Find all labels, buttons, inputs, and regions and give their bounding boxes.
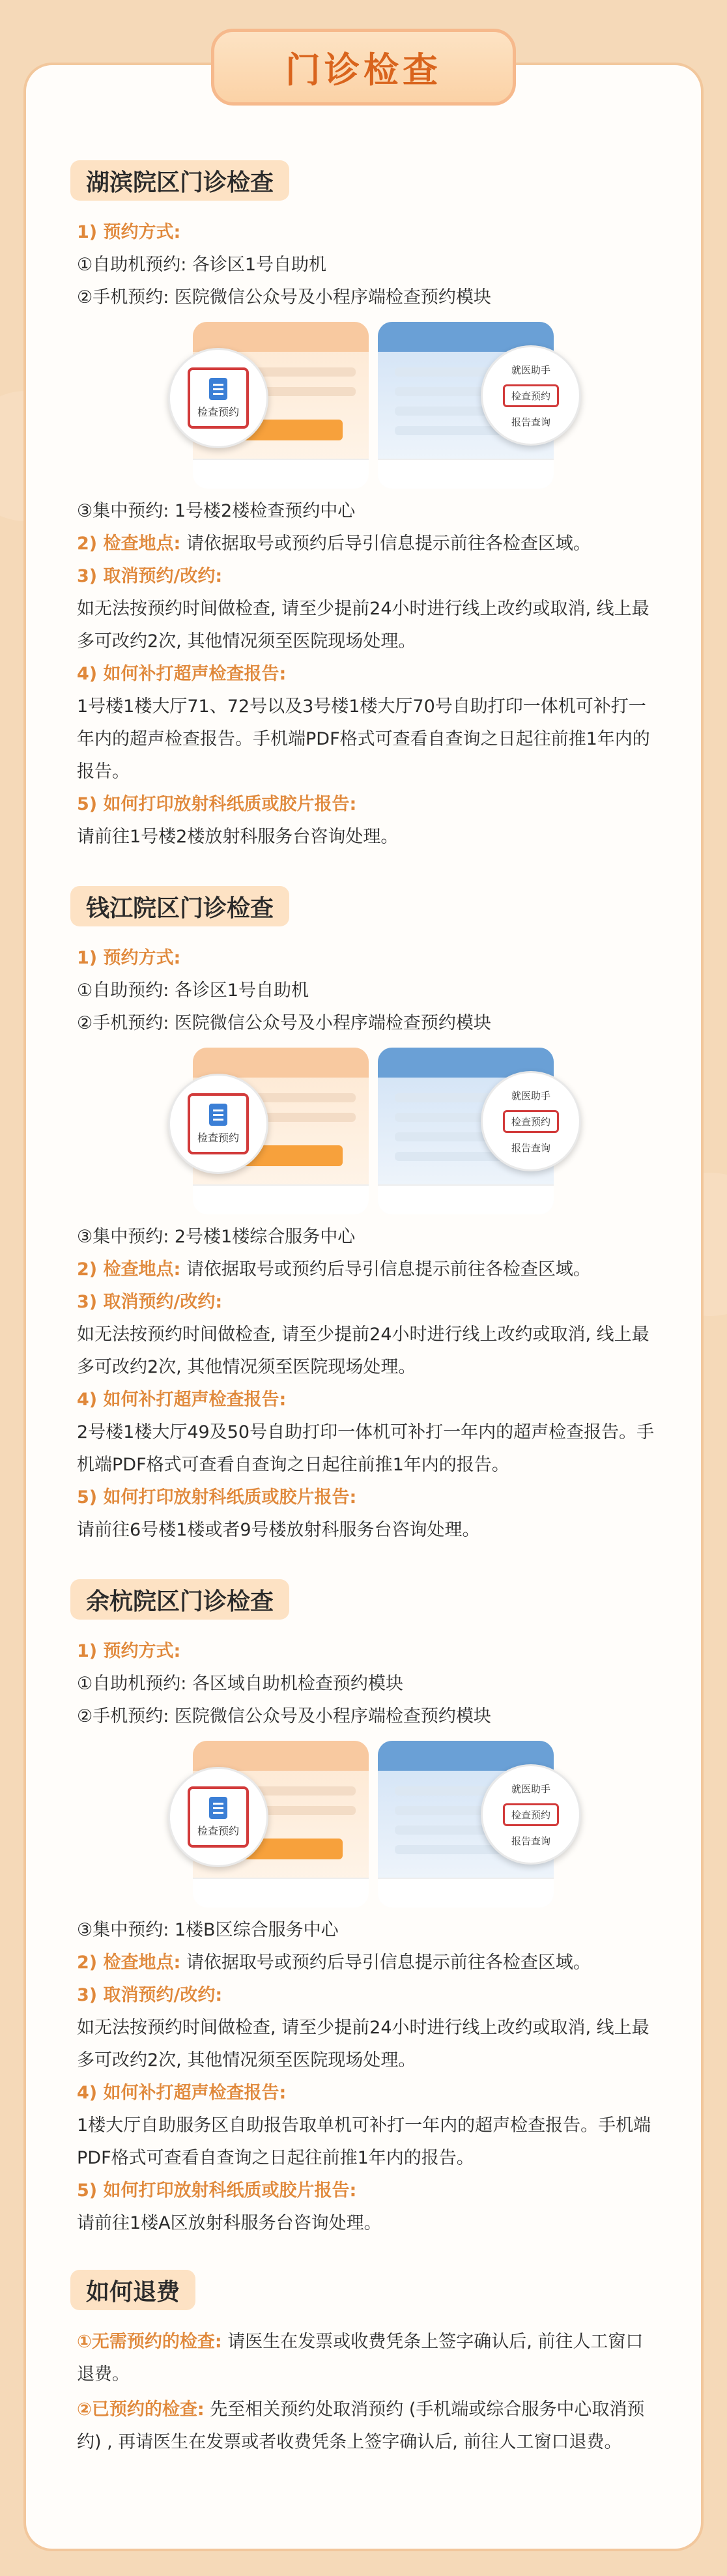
zoom-callout-left (168, 1074, 268, 1174)
section-heading-hubin: 湖滨院区门诊检查 (70, 160, 289, 201)
zoom-callout-right (481, 1764, 581, 1865)
subheading-booking: 1) 预约方式: (77, 1641, 181, 1661)
section-qianjiang (77, 942, 663, 1547)
exam-booking-highlight (188, 367, 249, 429)
document-icon (209, 1104, 227, 1126)
booking-method-mobile: ②手机预约: 医院微信公众号及小程序端检查预约模块 (77, 1013, 491, 1033)
zoom-callout-left (168, 348, 268, 448)
radiology-report-text: 请前往1楼A区放射科服务台咨询处理。 (77, 2213, 382, 2233)
location-text: 请依据取号或预约后导引信息提示前往各检查区域。 (180, 1259, 591, 1280)
menu-item-exam-booking: 检查预约 (503, 384, 559, 407)
subheading-ultrasound-report: 4) 如何补打超声检查报告: (77, 664, 287, 684)
booking-method-center: ③集中预约: 2号楼1楼综合服务中心 (77, 1227, 356, 1247)
subheading-booking: 1) 预约方式: (77, 948, 181, 968)
page-title-tab (211, 29, 516, 106)
location-text: 请依据取号或预约后导引信息提示前往各检查区域。 (180, 534, 591, 554)
exam-booking-label: 检查预约 (197, 405, 239, 418)
booking-method-center: ③集中预约: 1楼B区综合服务中心 (77, 1920, 339, 1940)
booking-method-mobile: ②手机预约: 医院微信公众号及小程序端检查预约模块 (77, 1706, 491, 1726)
subheading-cancel: 3) 取消预约/改约: (77, 1292, 223, 1312)
radiology-report-text: 请前往6号楼1楼或者9号楼放射科服务台咨询处理。 (77, 1520, 480, 1540)
menu-item-exam-booking: 检查预约 (503, 1803, 559, 1826)
subheading-radiology-report: 5) 如何打印放射科纸质或胶片报告: (77, 2181, 357, 2201)
subheading-cancel: 3) 取消预约/改约: (77, 566, 223, 586)
page-title: 门诊检查 (285, 49, 442, 91)
app-screenshot-pair (77, 1048, 663, 1214)
app-screenshot-pair (77, 322, 663, 489)
radiology-report-text: 请前往1号楼2楼放射科服务台咨询处理。 (77, 827, 399, 847)
subheading-cancel: 3) 取消预约/改约: (77, 1985, 223, 2005)
booking-method-center: ③集中预约: 1号楼2楼检查预约中心 (77, 501, 356, 521)
location-line (77, 1253, 663, 1286)
subheading-location: 2) 检查地点: (77, 1953, 181, 1973)
zoom-callout-left (168, 1767, 268, 1867)
subheading-radiology-report: 5) 如何打印放射科纸质或胶片报告: (77, 794, 357, 814)
location-line (77, 1947, 663, 1979)
ultrasound-report-text: 1号楼1楼大厅71、72号以及3号楼1楼大厅70号自助打印一体机可补打一年内的超声检查报告。手机端PDF格式可查看自查询之日起往前推1年内的报告。 (77, 696, 650, 782)
zoom-callout-right (481, 1071, 581, 1171)
location-line (77, 528, 663, 560)
booking-method-kiosk: ①自助机预约: 各区域自助机检查预约模块 (77, 1674, 403, 1694)
menu-item-assistant: 就医助手 (511, 1089, 550, 1102)
subheading-location: 2) 检查地点: (77, 1259, 181, 1280)
menu-item-assistant: 就医助手 (511, 364, 550, 376)
booking-method-kiosk: ①自助机预约: 各诊区1号自助机 (77, 255, 327, 275)
exam-booking-highlight (188, 1786, 249, 1848)
cancel-text: 如无法按预约时间做检查, 请至少提前24小时进行线上改约或取消, 线上最多可改约2次, 其他情况须至医院现场处理。 (77, 599, 649, 651)
menu-item-report-query: 报告查询 (511, 1835, 550, 1847)
refund-no-appointment-label: ①无需预约的检查: (77, 2332, 222, 2352)
subheading-booking: 1) 预约方式: (77, 222, 181, 242)
exam-booking-label: 检查预约 (197, 1131, 239, 1144)
subheading-radiology-report: 5) 如何打印放射科纸质或胶片报告: (77, 1487, 357, 1508)
cancel-text: 如无法按预约时间做检查, 请至少提前24小时进行线上改约或取消, 线上最多可改约2次, 其他情况须至医院现场处理。 (77, 2018, 649, 2070)
menu-item-assistant: 就医助手 (511, 1782, 550, 1795)
menu-item-report-query: 报告查询 (511, 1141, 550, 1154)
subheading-ultrasound-report: 4) 如何补打超声检查报告: (77, 2083, 287, 2103)
section-refund (77, 2326, 650, 2459)
subheading-location: 2) 检查地点: (77, 534, 181, 554)
location-text: 请依据取号或预约后导引信息提示前往各检查区域。 (180, 1953, 591, 1973)
booking-method-kiosk: ①自助预约: 各诊区1号自助机 (77, 980, 309, 1001)
exam-booking-label: 检查预约 (197, 1824, 239, 1837)
ultrasound-report-text: 1楼大厅自助服务区自助报告取单机可补打一年内的超声检查报告。手机端PDF格式可查看自查询之日起往前推1年内的报告。 (77, 2115, 651, 2168)
section-yuhang (77, 1635, 663, 2240)
app-screenshot-pair (77, 1741, 663, 1908)
section-heading-yuhang: 余杭院区门诊检查 (70, 1579, 289, 1620)
section-heading-refund: 如何退费 (70, 2270, 195, 2310)
cancel-text: 如无法按预约时间做检查, 请至少提前24小时进行线上改约或取消, 线上最多可改约2次, 其他情况须至医院现场处理。 (77, 1324, 649, 1377)
refund-booked (77, 2394, 650, 2459)
refund-no-appointment (77, 2326, 650, 2391)
menu-item-exam-booking: 检查预约 (503, 1110, 559, 1133)
refund-booked-text: 先至相关预约处取消预约 (手机端或综合服务中心取消预约) , 再请医生在发票或者收费凭条上签字确认后, 前往人工窗口退费。 (77, 2399, 645, 2452)
refund-booked-label: ②已预约的检查: (77, 2399, 205, 2420)
document-icon (209, 378, 227, 400)
exam-booking-highlight (188, 1093, 249, 1154)
zoom-callout-right (481, 345, 581, 446)
menu-item-report-query: 报告查询 (511, 416, 550, 428)
section-heading-qianjiang: 钱江院区门诊检查 (70, 886, 289, 926)
document-icon (209, 1797, 227, 1819)
booking-method-mobile: ②手机预约: 医院微信公众号及小程序端检查预约模块 (77, 287, 491, 308)
ultrasound-report-text: 2号楼1楼大厅49及50号自助打印一体机可补打一年内的超声检查报告。手机端PDF格式可查看自查询之日起往前推1年内的报告。 (77, 1422, 655, 1475)
section-hubin (77, 216, 663, 853)
subheading-ultrasound-report: 4) 如何补打超声检查报告: (77, 1390, 287, 1410)
refund-no-appointment-text: 请医生在发票或收费凭条上签字确认后, 前往人工窗口退费。 (77, 2332, 644, 2384)
